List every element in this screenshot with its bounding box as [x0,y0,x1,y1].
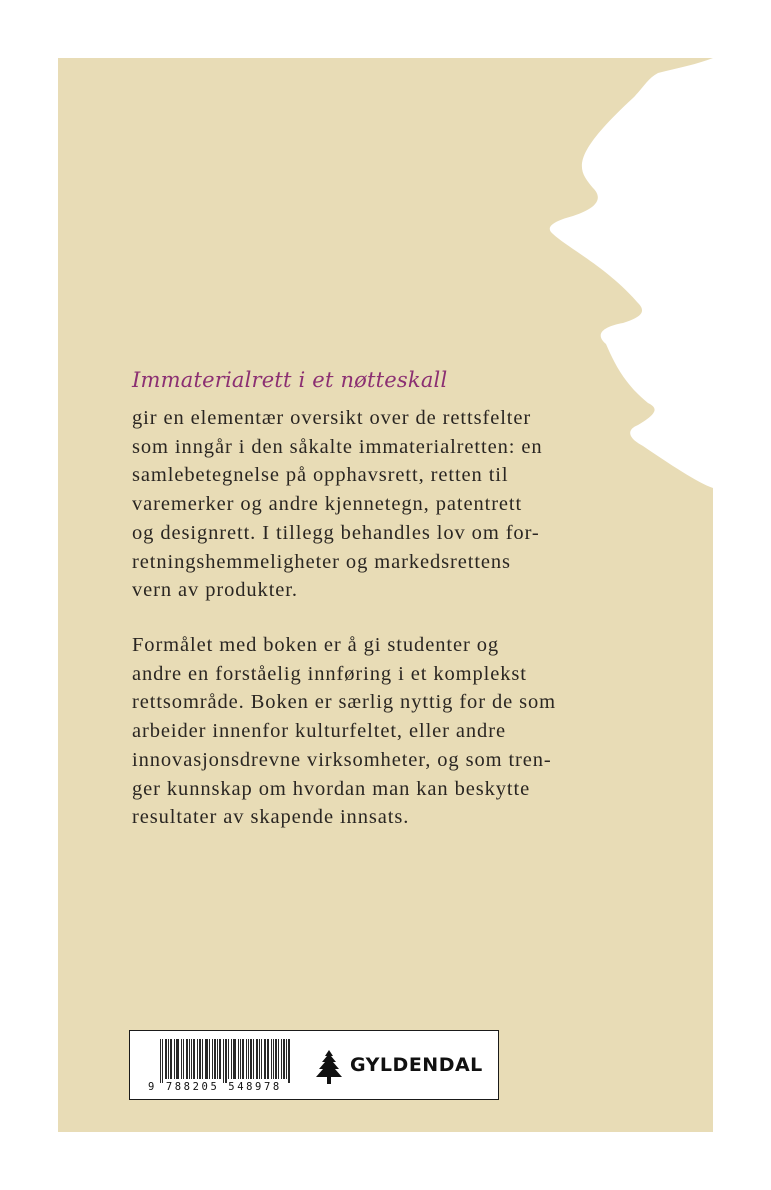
barcode-stripe [267,1039,268,1079]
barcode-stripe [289,1039,290,1083]
barcode-stripe [278,1039,279,1079]
barcode-stripe [284,1039,285,1079]
barcode-stripe [166,1039,167,1079]
barcode-stripe [214,1039,215,1079]
text-line: arbeider innenfor kulturfeltet, eller andre [132,720,506,743]
barcode-stripe [234,1039,235,1079]
barcode-stripe [225,1039,226,1083]
barcode-stripe [273,1039,274,1079]
text-line: innovasjonsdrevne virksomheter, og som tren- [132,748,552,771]
text-line: andre en forståelig innføring i et komplekst [132,662,527,685]
barcode-stripe [231,1039,232,1079]
barcode-stripe [226,1039,227,1083]
barcode-stripe [168,1039,169,1079]
barcode-stripe [194,1039,195,1079]
barcode-stripe [178,1039,179,1079]
barcode-stripe [202,1039,203,1079]
barcode-stripe [240,1039,241,1079]
barcode-stripe [243,1039,244,1079]
barcode-stripe [268,1039,269,1079]
barcode-stripe [197,1039,198,1079]
tree-logo-icon [315,1050,343,1084]
barcode-stripe [275,1039,276,1079]
barcode-label [129,1030,499,1100]
barcode-stripe [206,1039,207,1079]
barcode-stripe [271,1039,272,1079]
barcode-stripe [233,1039,234,1079]
barcode-stripe [162,1039,163,1083]
barcode-stripe [257,1039,258,1079]
barcode-stripe [238,1039,239,1079]
barcode-stripe [207,1039,208,1079]
barcode-stripe [228,1039,229,1079]
description-paragraph-1 [132,404,543,605]
barcode-stripe [248,1039,249,1079]
barcode-stripe [219,1039,220,1079]
isbn-number: 9 788205 548978 [148,1081,282,1093]
barcode-stripe [205,1039,206,1079]
barcode-stripe [199,1039,200,1079]
text-line: retningshemmeligheter og markedsrettens [132,550,511,573]
barcode-stripe [189,1039,190,1079]
barcode-stripe [191,1039,192,1079]
barcode-stripe [209,1039,210,1079]
barcode-stripe [200,1039,201,1079]
text-line: resultater av skapende innsats. [132,806,410,829]
barcode-stripe [281,1039,282,1079]
barcode-stripe [160,1039,161,1083]
barcode-stripe [183,1039,184,1079]
barcode-stripe [256,1039,257,1079]
barcode-stripe [171,1039,172,1079]
barcode-stripe [193,1039,194,1079]
barcode-stripe [261,1039,262,1079]
barcode-stripe [253,1039,254,1079]
barcode-stripe [217,1039,218,1079]
description-paragraph-2 [132,631,556,832]
barcode-stripe [265,1039,266,1079]
cover-panel [58,58,713,1132]
text-line: varemerker og andre kjennetegn, patentrett [132,493,523,516]
book-title: Immaterialrett i et nøtteskall [132,368,448,392]
barcode-stripe [165,1039,166,1079]
text-line: vern av produkter. [132,579,298,602]
text-line: ger kunnskap om hvordan man kan beskytte [132,777,531,800]
text-line: samlebetegnelse på opphavsrett, retten til [132,464,509,487]
barcode-stripe [174,1039,175,1079]
publisher-name: GYLDENDAL [350,1054,483,1076]
barcode-stripe [215,1039,216,1079]
barcode-stripe [235,1039,236,1079]
barcode-stripe [276,1039,277,1079]
barcode-stripe [251,1039,252,1079]
text-line: rettsområde. Boken er særlig nyttig for de som [132,691,556,714]
barcode-stripe [264,1039,265,1079]
barcode-stripe [288,1039,289,1083]
barcode-icon [160,1039,290,1083]
text-line: og designrett. I tillegg behandles lov om for- [132,521,540,544]
barcode-stripe [250,1039,251,1079]
barcode-stripe [177,1039,178,1079]
barcode-stripe [286,1039,287,1079]
barcode-stripe [212,1039,213,1079]
barcode-stripe [220,1039,221,1079]
barcode-stripe [246,1039,247,1079]
text-line: som inngår i den såkalte immaterialretten: en [132,435,543,458]
barcode-stripe [283,1039,284,1079]
barcode-stripe [176,1039,177,1079]
barcode-stripe [259,1039,260,1079]
text-line: gir en elementær oversikt over de rettsfelter [132,407,532,429]
barcode-stripe [187,1039,188,1079]
barcode-stripe [223,1039,224,1083]
barcode-stripe [242,1039,243,1079]
barcode-stripe [181,1039,182,1079]
barcode-stripe [186,1039,187,1079]
barcode-stripe [170,1039,171,1079]
text-line: Formålet med boken er å gi studenter og [132,634,499,656]
